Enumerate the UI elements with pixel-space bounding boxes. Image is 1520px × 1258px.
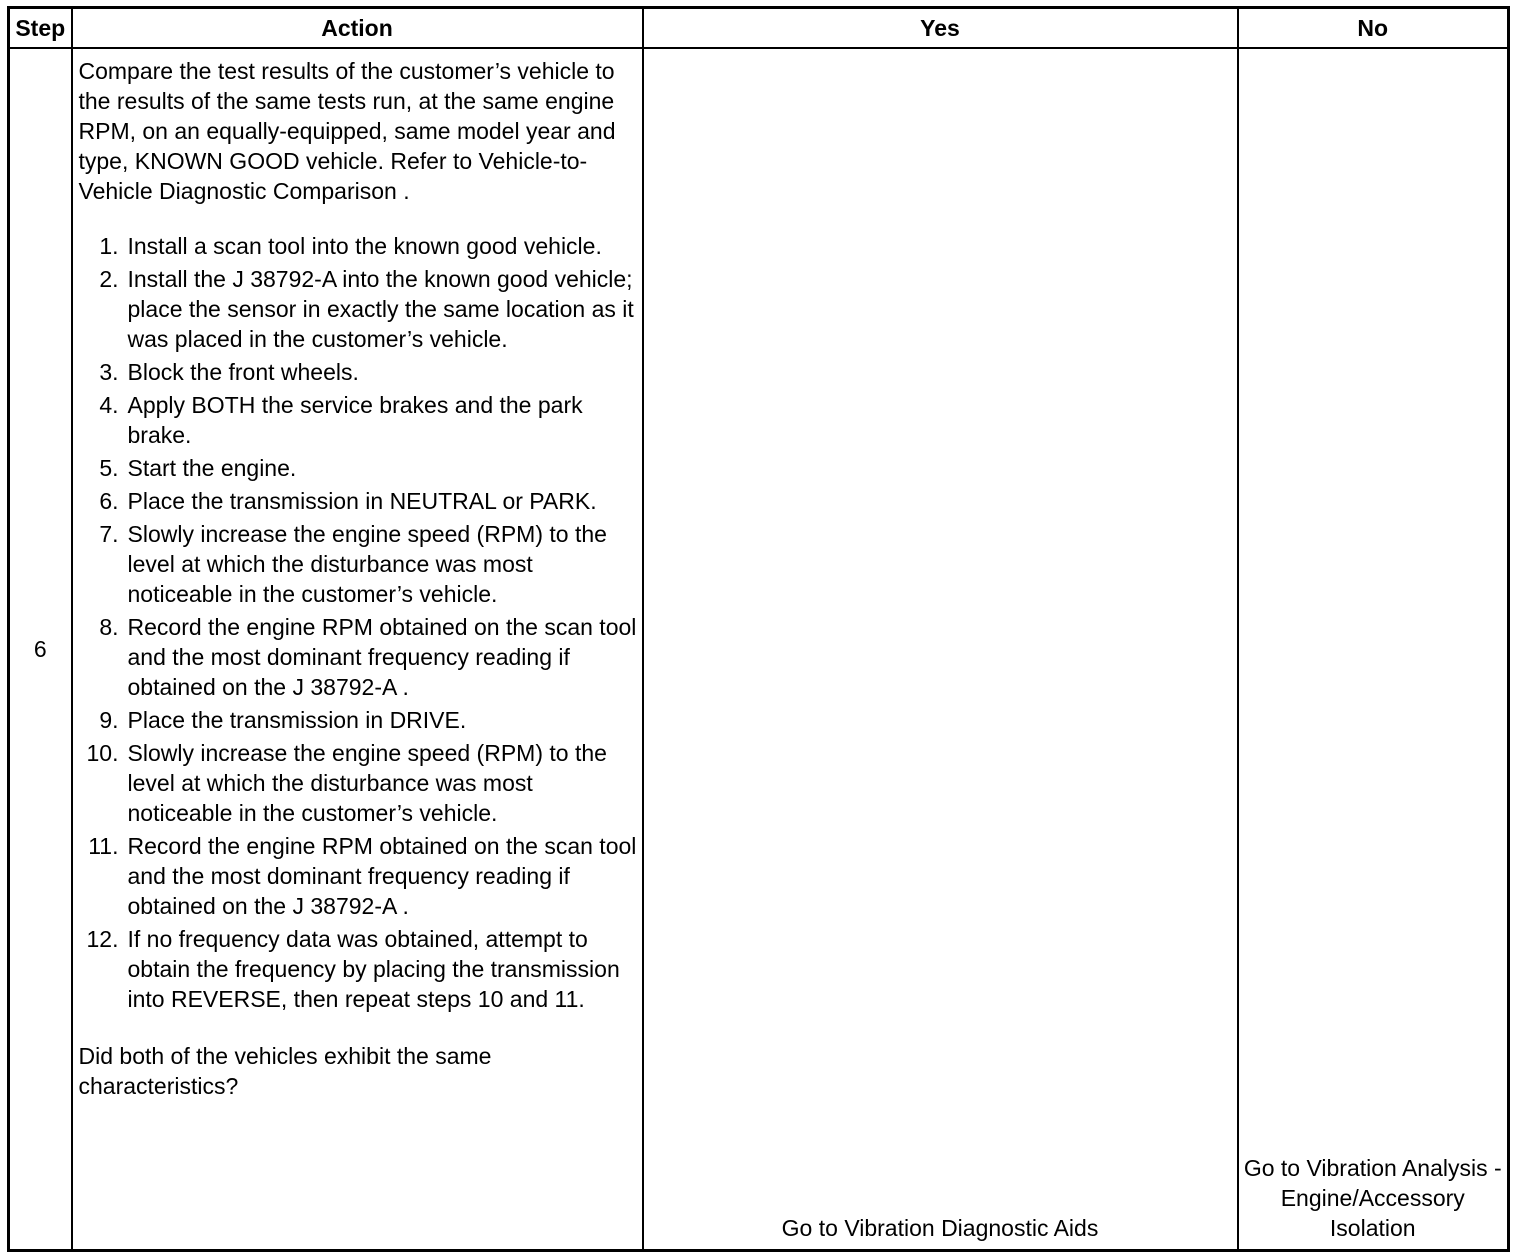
step-item-text: Install the J 38792-A into the known good vehicle; place the sensor in exactly the same location as it was placed in the customer’s vehicle. — [127, 266, 634, 352]
header-row — [9, 8, 1509, 49]
action-intro: Compare the test results of the customer’s vehicle to the results of the same tests run, at the same engine RPM, on an equally-equipped, same model year and type, KNOWN GOOD vehicle. Refer to Vehicle-to-Vehicle Diagnostic Comparison . — [78, 58, 616, 204]
list-item — [79, 924, 638, 1014]
list-item — [79, 612, 638, 702]
step-item-text: Apply BOTH the service brakes and the park brake. — [127, 392, 583, 448]
action-cell — [72, 48, 643, 1251]
step-item-text: Place the transmission in DRIVE. — [127, 707, 467, 733]
step-item-number: 7. — [99, 521, 119, 547]
step-item-text: Record the engine RPM obtained on the scan tool and the most dominant frequency reading if obtained on the J 38792-A . — [127, 833, 637, 919]
header-no: No — [1238, 8, 1509, 49]
step-item-text: If no frequency data was obtained, attempt to obtain the frequency by placing the transmission into REVERSE, then repeat steps 10 and 11. — [127, 926, 620, 1012]
list-item — [79, 264, 638, 354]
step-item-number: 6. — [99, 488, 119, 514]
list-item — [79, 738, 638, 828]
action-question: Did both of the vehicles exhibit the same characteristics? — [78, 1043, 492, 1099]
step-item-text: Start the engine. — [127, 455, 297, 481]
header-yes: Yes — [643, 8, 1238, 49]
step-number: 6 — [9, 48, 72, 1251]
header-action: Action — [72, 8, 643, 49]
list-item — [79, 486, 638, 516]
no-cell — [1238, 48, 1509, 1251]
step-item-text: Place the transmission in NEUTRAL or PARK. — [127, 488, 597, 514]
list-item — [79, 390, 638, 450]
yes-cell — [643, 48, 1238, 1251]
step-item-number: 12. — [86, 926, 119, 952]
step-item-text: Slowly increase the engine speed (RPM) to the level at which the disturbance was most noticeable in the customer’s vehicle. — [127, 521, 607, 607]
list-item — [79, 831, 638, 921]
yes-result-link[interactable]: Go to Vibration Diagnostic Aids — [781, 1215, 1099, 1241]
header-step: Step — [9, 8, 72, 49]
step-item-text: Slowly increase the engine speed (RPM) to the level at which the disturbance was most noticeable in the customer’s vehicle. — [127, 740, 607, 826]
step-item-number: 10. — [86, 740, 119, 766]
step-item-text: Block the front wheels. — [127, 359, 359, 385]
step-item-number: 4. — [99, 392, 119, 418]
step-item-number: 9. — [99, 707, 119, 733]
step-item-number: 2. — [99, 266, 119, 292]
step-item-number: 5. — [99, 455, 119, 481]
diagnostic-table — [7, 6, 1510, 1252]
table-row — [9, 48, 1509, 1251]
step-item-number: 11. — [88, 833, 119, 859]
step-item-number: 3. — [99, 359, 119, 385]
list-item — [79, 357, 638, 387]
list-item — [79, 519, 638, 609]
step-item-number: 1. — [99, 233, 119, 259]
list-item — [79, 453, 638, 483]
list-item — [79, 705, 638, 735]
step-item-number: 8. — [99, 614, 119, 640]
list-item — [79, 231, 638, 261]
no-result-link[interactable]: Go to Vibration Analysis - Engine/Accessory Isolation — [1243, 1155, 1502, 1241]
step-item-text: Install a scan tool into the known good vehicle. — [127, 233, 602, 259]
step-item-text: Record the engine RPM obtained on the scan tool and the most dominant frequency reading if obtained on the J 38792-A . — [127, 614, 637, 700]
procedure-steps — [79, 231, 638, 1014]
